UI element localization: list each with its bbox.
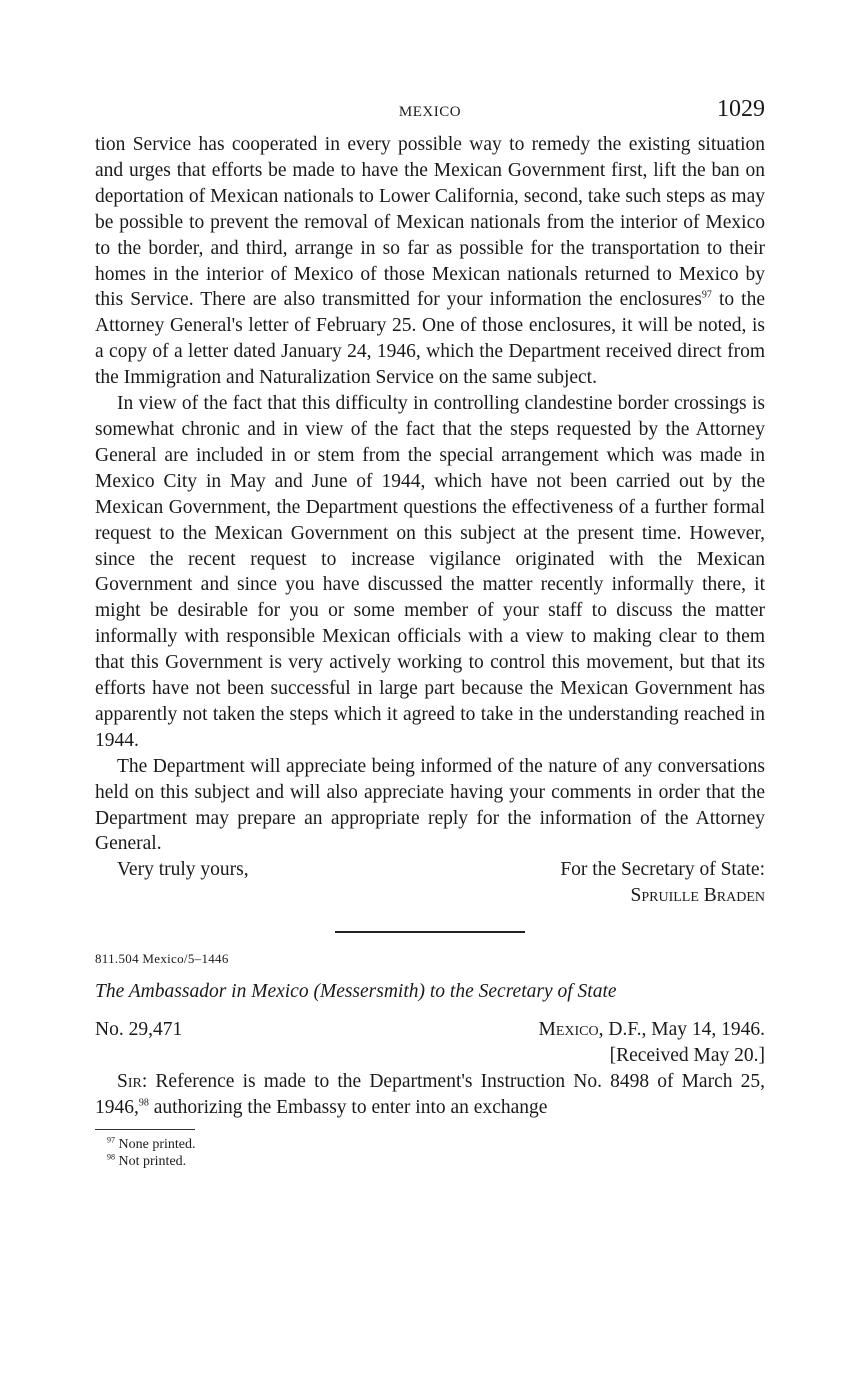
document-number: No. 29,471 — [95, 1019, 183, 1041]
footnote-mark: 98 — [107, 1152, 115, 1162]
paragraph-continued — [95, 132, 765, 391]
paragraph-text: to the Attorney General's letter of February 25. One of those enclosures, it will be noted, is a copy of a letter dated January 24, 1946, which the Department received direct from the Immigration and Naturalization Service on the same subject. — [95, 289, 765, 389]
page-number: 1029 — [717, 96, 765, 122]
document-page — [95, 96, 765, 1170]
footnote-ref-98: 98 — [138, 1097, 149, 1109]
footnote — [95, 1153, 765, 1170]
footnote-mark: 97 — [107, 1135, 115, 1145]
running-head: MEXICO — [398, 104, 462, 120]
footnote-ref-97: 97 — [701, 289, 712, 301]
paragraph-text: : Reference is made to the Department's Instruction No. 8498 of March 25, 1946, — [95, 1071, 765, 1119]
for-secretary-line: For the Secretary of State: — [560, 859, 765, 881]
closing — [95, 857, 765, 883]
place-date — [539, 1017, 765, 1043]
salutation: Very truly yours, — [117, 859, 249, 881]
document-title: The Ambassador in Mexico (Messersmith) to the Secretary of State — [95, 981, 617, 1003]
opening-paragraph — [95, 1069, 765, 1121]
place: Mexico — [538, 1019, 599, 1041]
salutation-sir: Sir — [117, 1071, 142, 1093]
received-date: [Received May 20.] — [609, 1045, 765, 1067]
paragraph-text: tion Service has cooperated in every possible way to remedy the existing situation and urges that efforts be made to have the Mexican Government first, lift the ban on deportation of Mexican nationals to Lower California, second, take such steps as may be possible to prevent the removal of Mexican nationals from the interior of Mexico to the border, and third, arrange in so far as possible for the transportation to their homes in the interior of Mexico of those Mexican nationals returned to Mexico by this Service. There are also transmitted for your information the enclosures — [95, 134, 765, 311]
dateline — [95, 1017, 765, 1043]
footnote-text: Not printed. — [118, 1154, 187, 1169]
paragraph: The Department will appreciate being informed of the nature of any conversations held on this subject and will also appreciate having your comments in order that the Department may prepare an appropriate reply for the information of the Attorney General. — [95, 755, 765, 855]
date: , D.F., May 14, 1946. — [598, 1019, 765, 1041]
footnote — [95, 1136, 765, 1153]
paragraph-text: authorizing the Embassy to enter into an exchange — [148, 1097, 548, 1119]
file-reference: 811.504 Mexico/5–1446 — [95, 951, 229, 967]
footnote-text: None printed. — [118, 1137, 196, 1152]
signer-name: Spruille Braden — [630, 885, 765, 907]
page-header — [95, 96, 765, 132]
paragraph: In view of the fact that this difficulty in controlling clandestine border crossings is somewhat chronic and in view of the fact that the steps requested by the Attorney General are included in or stem from the special arrangement which was made in Mexico City in May and June of 1944, which have not been carried out by the Mexican Government, the Department questions the effectiveness of a further formal request to the Mexican Government on this subject at the present time. However, since the recent request to increase vigilance originated with the Mexican Government and since you have discussed the matter recently informally there, it might be desirable for you or some member of your staff to discuss the matter informally with responsible Mexican officials with a view to making clear to them that this Government is very actively working to control this movement, but that its efforts have not been successful in large part because the Mexican Government has apparently not taken the steps which it agreed to take in the understanding reached in 1944. — [95, 393, 765, 751]
section-divider — [335, 931, 525, 933]
footnote-rule — [95, 1129, 195, 1130]
